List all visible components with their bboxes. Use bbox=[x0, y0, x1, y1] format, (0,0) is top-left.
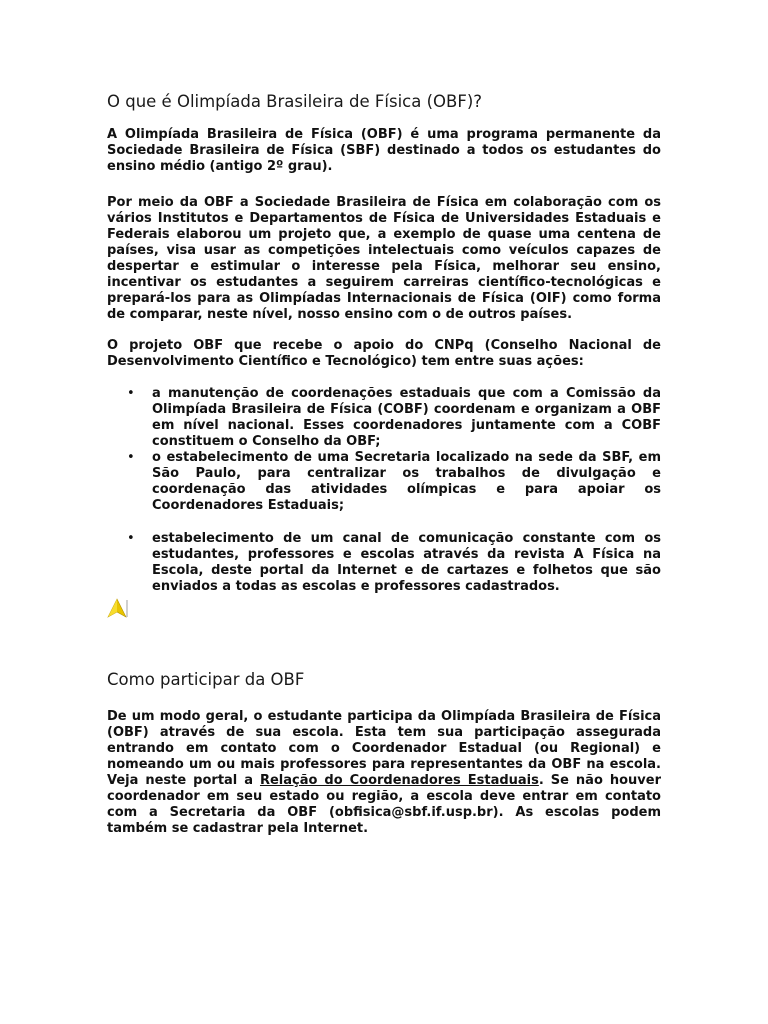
section-title-how-to-participate: Como participar da OBF bbox=[107, 670, 305, 689]
paragraph-text-before-link: De um modo geral, o estudante participa da Olimpíada Brasileira de Física (OBF) através de sua escola. Esta tem sua participação assegurada entrando em contato com o Coordenador Estadual (ou Regional) e nomeando um ou mais professores para representantes da OBF na escola. Veja neste portal a bbox=[107, 709, 661, 788]
list-item bbox=[107, 450, 661, 514]
list-item bbox=[107, 531, 661, 595]
list-item-text: estabelecimento de um canal de comunicação constante com os estudantes, professores e escolas através da revista A Física na Escola, deste portal da Internet e de cartazes e folhetos que são enviados a todas as escolas e professores cadastrados. bbox=[152, 531, 661, 594]
bullet-icon: • bbox=[127, 386, 135, 401]
bullet-icon: • bbox=[127, 450, 135, 465]
paragraph-intro: A Olimpíada Brasileira de Física (OBF) é uma programa permanente da Sociedade Brasileira de Física (SBF) destinado a todos os estudantes do ensino médio (antigo 2º grau). bbox=[107, 127, 661, 174]
paragraph-project: Por meio da OBF a Sociedade Brasileira de Física em colaboração com os vários Institutos e Departamentos de Física de Universidades Estaduais e Federais elaborou um projeto que, a exemplo de quase uma centena de países, visa usar as competições intelectuais como veículos capazes de despertar e estimular o interesse pela Física, melhorar seu ensino, incentivar os estudantes a seguirem carreiras científico-tecnológicas e prepará-los para as Olimpíadas Internacionais de Física (OIF) como forma de comparar, neste nível, nosso ensino com o de outros países. bbox=[107, 195, 661, 322]
bullet-icon: • bbox=[127, 531, 135, 546]
list-item bbox=[107, 386, 661, 450]
actions-list bbox=[107, 386, 661, 595]
section-title-what-is-obf: O que é Olimpíada Brasileira de Física (OBF)? bbox=[107, 92, 483, 111]
paragraph-actions-intro: O projeto OBF que recebe o apoio do CNPq (Conselho Nacional de Desenvolvimento Científico e Tecnológico) tem entre suas ações: bbox=[107, 338, 661, 369]
paragraph-participation bbox=[107, 709, 661, 837]
paragraph-text-after-link: . Se não houver coordenador em seu estado ou região, a escola deve entrar em contato com a Secretaria da OBF (obfisica@sbf.if.usp.br). As escolas podem também se cadastrar pela Internet. bbox=[107, 773, 661, 836]
up-arrow-icon[interactable] bbox=[106, 597, 128, 619]
list-item-text: o estabelecimento de uma Secretaria localizado na sede da SBF, em São Paulo, para centralizar os trabalhos de divulgação e coordenação das atividades olímpicas e para apoiar os Coordenadores Estaduais; bbox=[152, 450, 661, 513]
coordinators-list-link[interactable]: Relação do Coordenadores Estaduais bbox=[259, 773, 539, 788]
list-item-text: a manutenção de coordenações estaduais que com a Comissão da Olimpíada Brasileira de Física (COBF) coordenam e organizam a OBF em nível nacional. Esses coordenadores juntamente com a COBF constituem o Conselho da OBF; bbox=[152, 386, 661, 449]
